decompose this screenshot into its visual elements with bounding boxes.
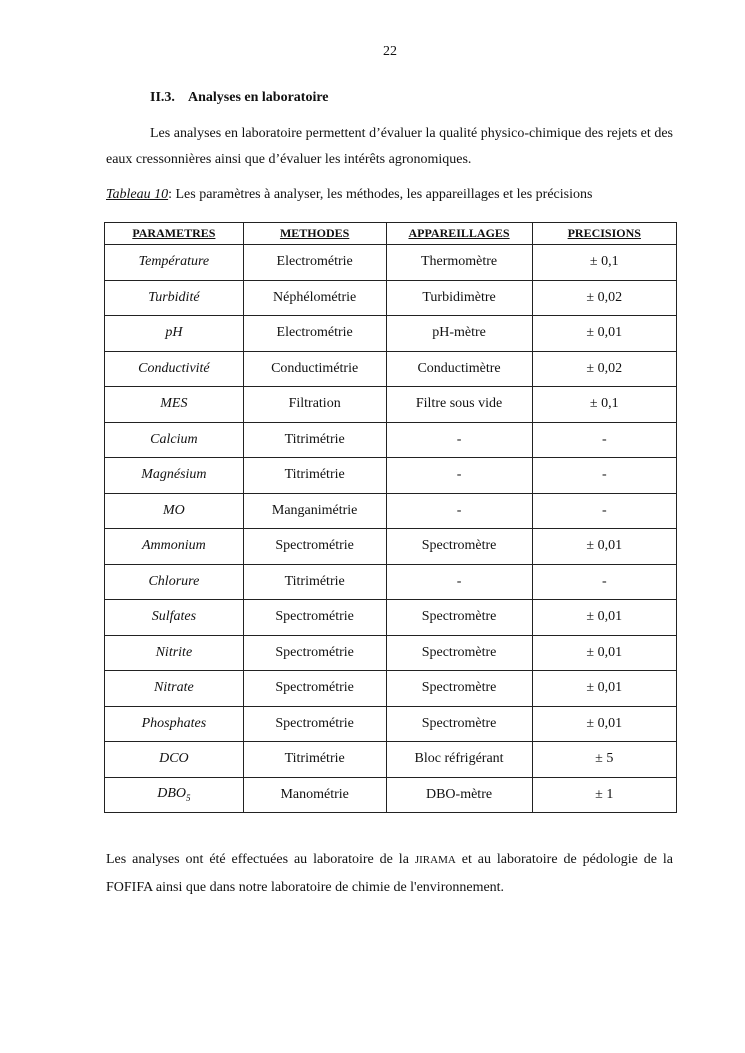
cell-precision: ± 5 — [532, 742, 676, 778]
cell-method: Manganimétrie — [243, 493, 386, 529]
table-row — [105, 493, 677, 529]
cell-equipment: Bloc réfrigérant — [386, 742, 532, 778]
table-row — [105, 671, 677, 707]
cell-precision: - — [532, 493, 676, 529]
cell-method: Spectrométrie — [243, 600, 386, 636]
cell-method: Filtration — [243, 387, 386, 423]
cell-parameter: Ammonium — [105, 529, 244, 565]
cell-precision: - — [532, 564, 676, 600]
table-row — [105, 529, 677, 565]
conclusion-paragraph — [106, 846, 673, 902]
cell-parameter: MO — [105, 493, 244, 529]
cell-parameter: DCO — [105, 742, 244, 778]
cell-equipment: pH-mètre — [386, 316, 532, 352]
cell-parameter: Sulfates — [105, 600, 244, 636]
table-row — [105, 280, 677, 316]
column-header: APPAREILLAGES — [386, 223, 532, 245]
cell-equipment: DBO-mètre — [386, 777, 532, 813]
table-row — [105, 742, 677, 778]
cell-equipment: Thermomètre — [386, 245, 532, 281]
cell-precision: - — [532, 422, 676, 458]
cell-precision: ± 0,1 — [532, 245, 676, 281]
cell-parameter: Conductivité — [105, 351, 244, 387]
cell-equipment: - — [386, 422, 532, 458]
table-row — [105, 706, 677, 742]
cell-equipment: - — [386, 493, 532, 529]
section-title: Analyses en laboratoire — [188, 90, 329, 105]
cell-parameter: Nitrate — [105, 671, 244, 707]
cell-precision: - — [532, 458, 676, 494]
cell-method: Electrométrie — [243, 316, 386, 352]
cell-parameter: Phosphates — [105, 706, 244, 742]
cell-equipment: - — [386, 458, 532, 494]
column-header: METHODES — [243, 223, 386, 245]
table-body — [105, 245, 677, 813]
table-row — [105, 564, 677, 600]
cell-precision: ± 0,02 — [532, 351, 676, 387]
cell-equipment: Filtre sous vide — [386, 387, 532, 423]
table-caption — [106, 187, 592, 203]
cell-method: Conductimétrie — [243, 351, 386, 387]
cell-equipment: Spectromètre — [386, 706, 532, 742]
cell-parameter: Chlorure — [105, 564, 244, 600]
intro-text: Les analyses en laboratoire permettent d’évaluer la qualité physico-chimique des rejets et des eaux cressonnières ainsi que d’évaluer les intérêts agronomiques. — [106, 126, 673, 167]
cell-method: Electrométrie — [243, 245, 386, 281]
cell-parameter: Nitrite — [105, 635, 244, 671]
table-header-row — [105, 223, 677, 245]
cell-parameter: pH — [105, 316, 244, 352]
cell-equipment: Spectromètre — [386, 529, 532, 565]
cell-precision: ± 0,01 — [532, 600, 676, 636]
cell-equipment: - — [386, 564, 532, 600]
cell-precision: ± 1 — [532, 777, 676, 813]
page-number: 22 — [383, 44, 397, 59]
cell-method: Spectrométrie — [243, 671, 386, 707]
table-row — [105, 600, 677, 636]
table-row — [105, 422, 677, 458]
cell-precision: ± 0,1 — [532, 387, 676, 423]
cell-parameter: Calcium — [105, 422, 244, 458]
intro-paragraph — [106, 121, 673, 173]
organization-name: JIRAMA — [414, 854, 456, 866]
table-row — [105, 458, 677, 494]
cell-equipment: Spectromètre — [386, 600, 532, 636]
cell-method: Spectrométrie — [243, 706, 386, 742]
cell-parameter: $DBO_5$ — [105, 777, 244, 813]
table-row — [105, 387, 677, 423]
section-heading — [150, 90, 329, 106]
cell-equipment: Spectromètre — [386, 635, 532, 671]
table-row — [105, 635, 677, 671]
cell-precision: ± 0,01 — [532, 529, 676, 565]
table-row — [105, 351, 677, 387]
caption-label: Tableau 10 — [106, 187, 169, 202]
cell-method: Néphélométrie — [243, 280, 386, 316]
cell-precision: ± 0,01 — [532, 671, 676, 707]
cell-equipment: Turbidimètre — [386, 280, 532, 316]
cell-method: Spectrométrie — [243, 529, 386, 565]
cell-precision: ± 0,01 — [532, 635, 676, 671]
cell-method: Titrimétrie — [243, 458, 386, 494]
cell-method: Titrimétrie — [243, 564, 386, 600]
cell-parameter: Turbidité — [105, 280, 244, 316]
section-number: II.3. — [150, 90, 175, 105]
cell-equipment: Spectromètre — [386, 671, 532, 707]
caption-text: : Les paramètres à analyser, les méthodes, les appareillages et les précisions — [168, 187, 593, 202]
column-header: PARAMETRES — [105, 223, 244, 245]
cell-method: Titrimétrie — [243, 742, 386, 778]
cell-precision: ± 0,02 — [532, 280, 676, 316]
column-header: PRECISIONS — [532, 223, 676, 245]
cell-parameter: MES — [105, 387, 244, 423]
cell-equipment: Conductimètre — [386, 351, 532, 387]
cell-precision: ± 0,01 — [532, 316, 676, 352]
cell-method: Manométrie — [243, 777, 386, 813]
table-row — [105, 316, 677, 352]
conclusion-text-start: Les analyses ont été effectuées au laboratoire de la — [106, 852, 415, 867]
cell-method: Spectrométrie — [243, 635, 386, 671]
table-row — [105, 777, 677, 813]
cell-parameter: Magnésium — [105, 458, 244, 494]
cell-method: Titrimétrie — [243, 422, 386, 458]
parameters-table — [104, 222, 677, 813]
conclusion-text-end: et au laboratoire de pédologie de la FOFIFA ainsi que dans notre laboratoire de chimie de l'environnement. — [106, 852, 673, 895]
table-row — [105, 245, 677, 281]
cell-parameter: Température — [105, 245, 244, 281]
cell-precision: ± 0,01 — [532, 706, 676, 742]
